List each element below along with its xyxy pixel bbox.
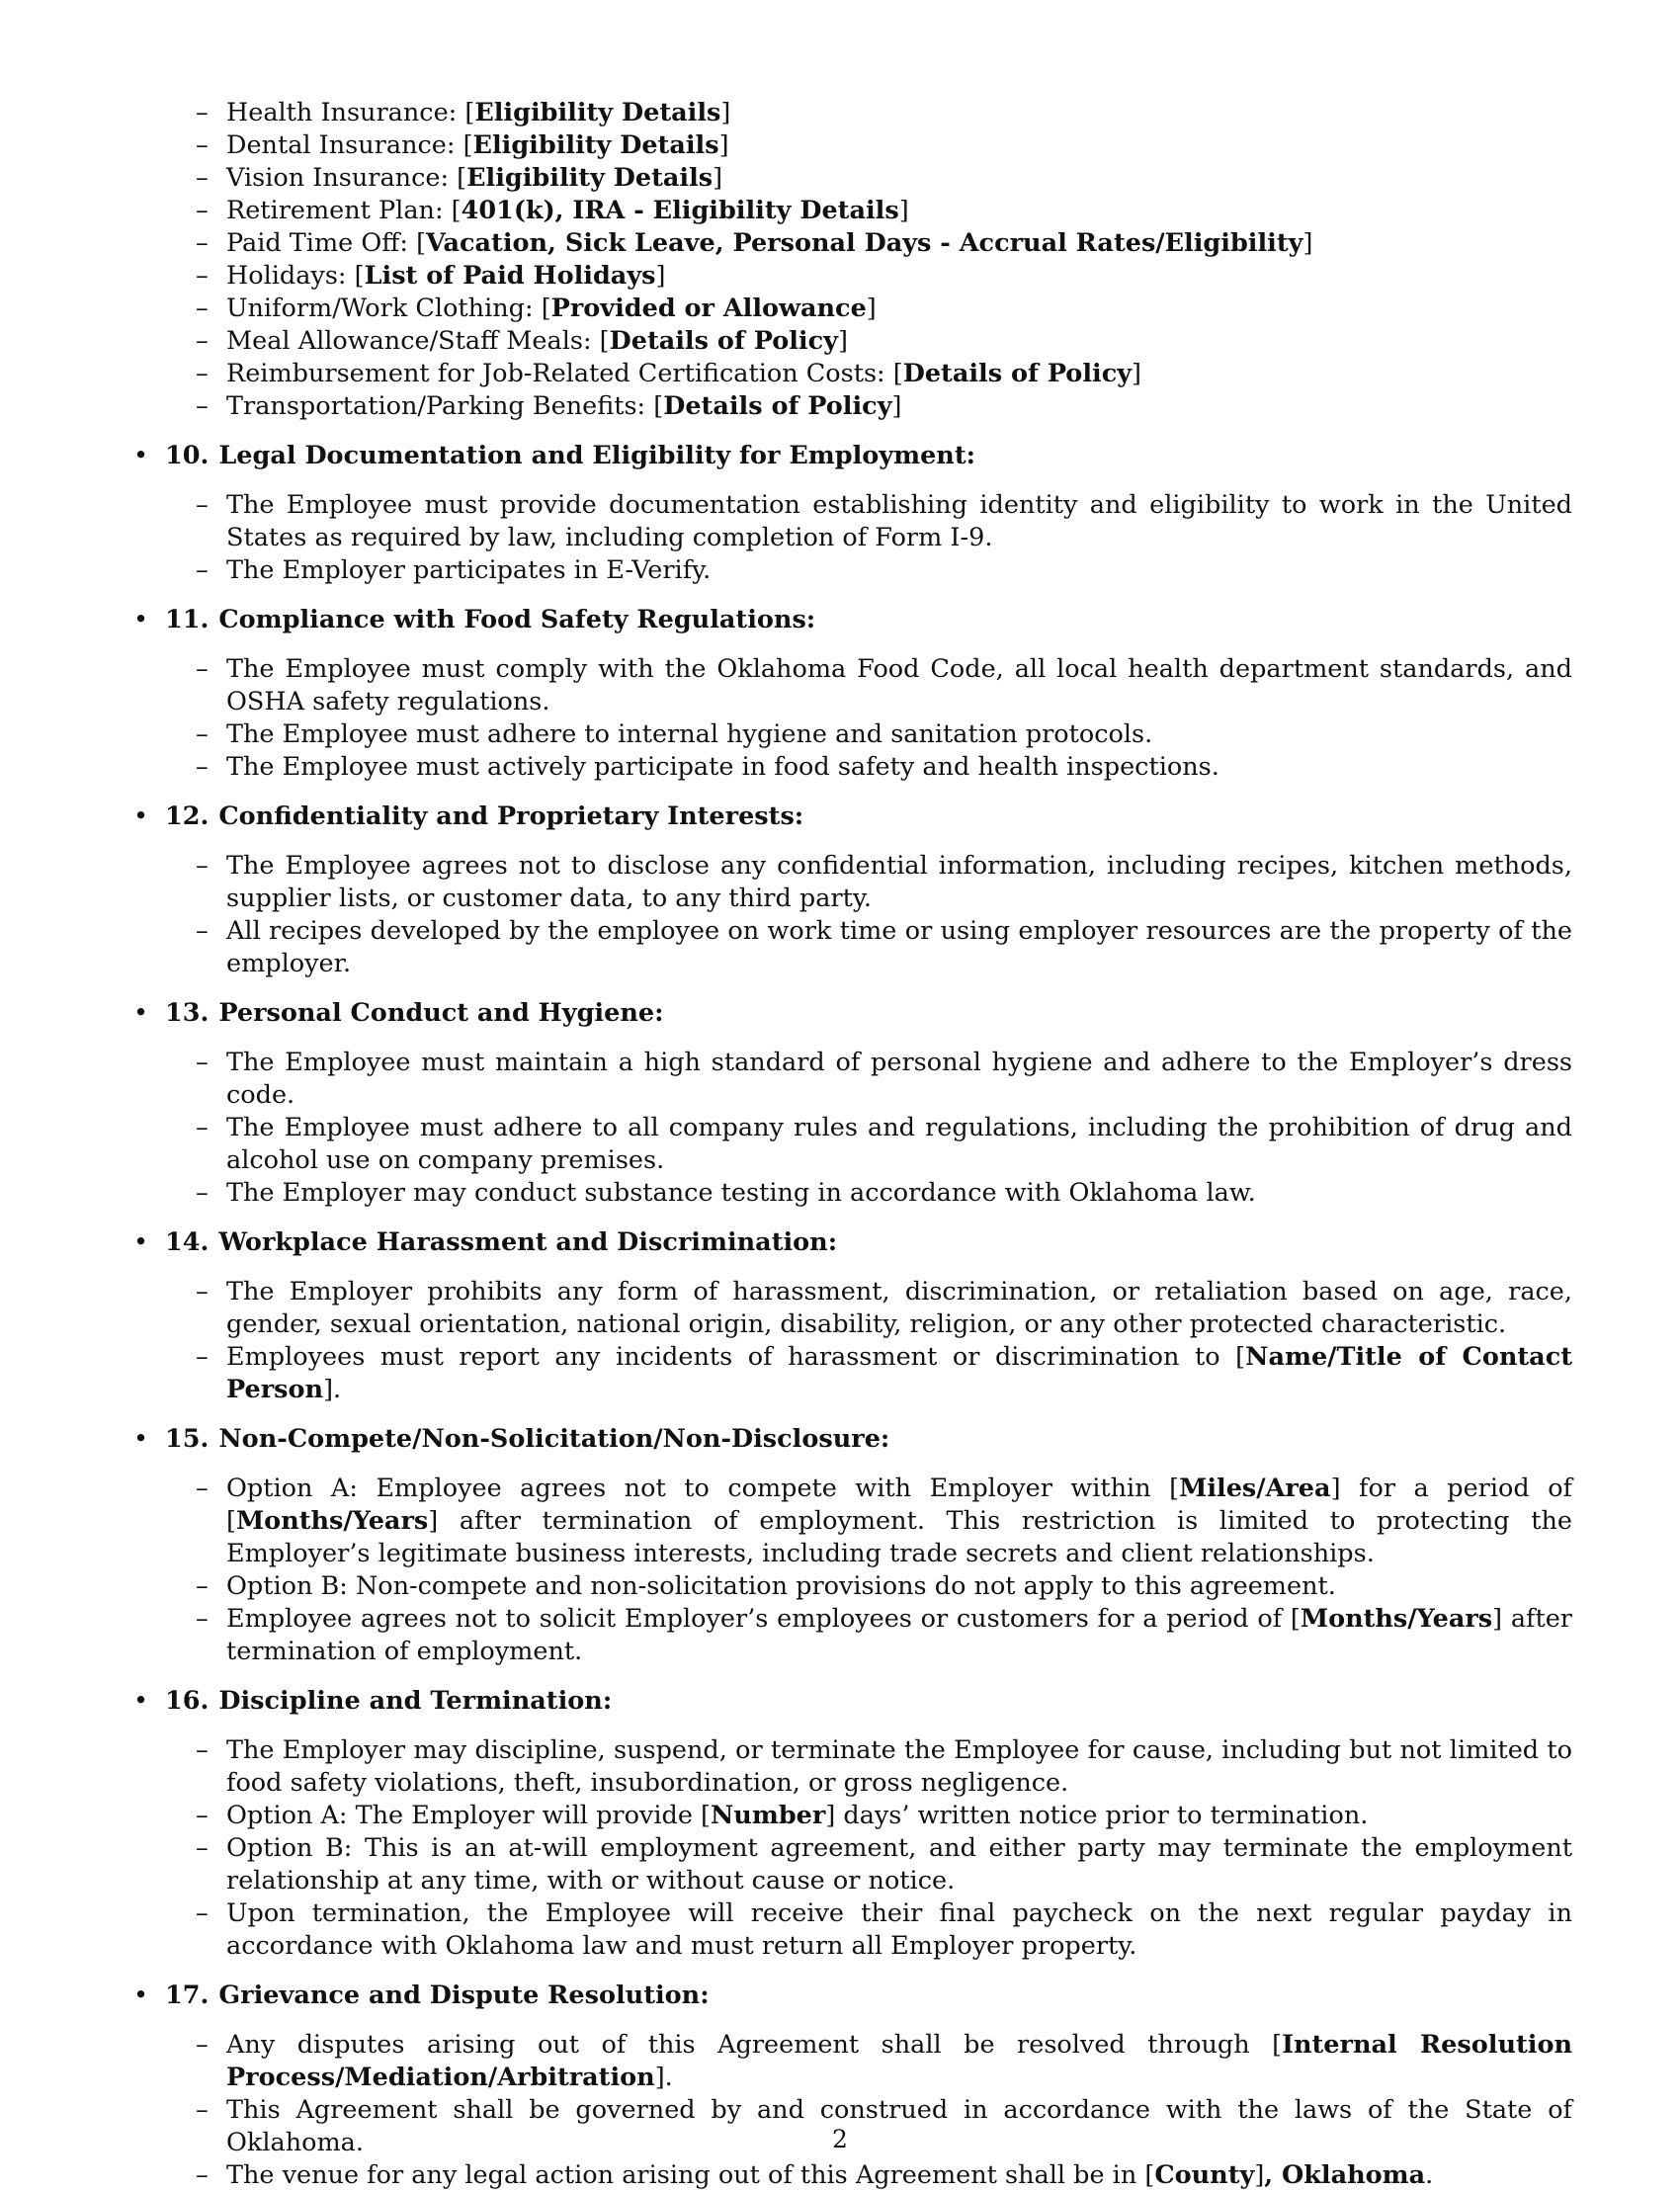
list-item: – The Employer prohibits any form of harassment, discrimination, or retaliation based on age, race, gender, sexual orientation, national origin, disability, religion, or any other protected characteristic.	[196, 1277, 1572, 1339]
section-14	[128, 1226, 1581, 1406]
list-item: – The Employee must comply with the Oklahoma Food Code, all local health department standards, and OSHA safety regulations.	[196, 654, 1572, 717]
section-16	[128, 1685, 1581, 1963]
list-item: – The Employee agrees not to disclose any confidential information, including recipes, kitchen methods, supplier lists, or customer data, to any third party.	[196, 851, 1572, 913]
list-item: – Health Insurance: [Eligibility Details]	[196, 98, 731, 127]
list-item: – Option A: The Employer will provide [Number] days’ written notice prior to termination.	[196, 1801, 1369, 1830]
list-item: – Any disputes arising out of this Agreement shall be resolved through [Internal Resolution Process/Mediation/Arbitration].	[196, 2030, 1572, 2092]
list-item: – Holidays: [List of Paid Holidays]	[196, 261, 666, 291]
list-item: – This Agreement shall be governed by and construed in accordance with the laws of the State of Oklahoma.	[196, 2095, 1572, 2157]
section-heading: • 12. Confidentiality and Proprietary Interests:	[133, 801, 804, 831]
list-item: – The Employer may conduct substance testing in accordance with Oklahoma law.	[196, 1178, 1256, 1208]
section-12	[128, 801, 1581, 980]
list-item: – The Employer participates in E-Verify.	[196, 555, 712, 585]
list-item: – Retirement Plan: [401(k), IRA - Eligibility Details]	[196, 196, 909, 225]
section-heading: • 10. Legal Documentation and Eligibility for Employment:	[133, 441, 976, 470]
list-item: – The Employee must actively participate in food safety and health inspections.	[196, 752, 1219, 782]
list-item: – Reimbursement for Job-Related Certification Costs: [Details of Policy]	[196, 359, 1141, 388]
section-heading: • 17. Grievance and Dispute Resolution:	[133, 1981, 710, 2010]
list-item: – Vision Insurance: [Eligibility Details]	[196, 163, 723, 193]
section-17	[128, 1980, 1581, 2192]
section-13	[128, 997, 1581, 1210]
list-item: – Meal Allowance/Staff Meals: [Details of Policy]	[196, 326, 848, 356]
list-item: – The Employee must adhere to all company rules and regulations, including the prohibition of drug and alcohol use on company premises.	[196, 1113, 1572, 1175]
list-item: – The Employee must maintain a high standard of personal hygiene and adhere to the Employer’s dress code.	[196, 1048, 1572, 1110]
section-heading: • 11. Compliance with Food Safety Regulations:	[133, 605, 816, 634]
bullet-icon: •	[133, 1424, 149, 1454]
section-11	[128, 604, 1581, 784]
benefits-list	[128, 97, 1581, 423]
list-item: – All recipes developed by the employee on work time or using employer resources are the property of the employer.	[196, 916, 1572, 978]
bullet-icon: •	[133, 605, 149, 634]
list-item: – Employees must report any incidents of harassment or discrimination to [Name/Title of Contact Person].	[196, 1342, 1573, 1404]
bullet-icon: •	[133, 998, 149, 1028]
list-item: – The venue for any legal action arising out of this Agreement shall be in [County], Oklahoma.	[196, 2160, 1434, 2190]
bullet-icon: •	[133, 441, 149, 470]
list-item: – Option B: Non-compete and non-solicitation provisions do not apply to this agreement.	[196, 1571, 1336, 1601]
bullet-icon: •	[133, 1227, 149, 1257]
section-10	[128, 440, 1581, 587]
list-item: – Option B: This is an at-will employment agreement, and either party may terminate the employment relationship at any time, with or without cause or notice.	[196, 1833, 1572, 1896]
section-heading: • 14. Workplace Harassment and Discrimination:	[133, 1227, 838, 1257]
section-heading: • 13. Personal Conduct and Hygiene:	[133, 998, 664, 1028]
list-item: – The Employee must adhere to internal hygiene and sanitation protocols.	[196, 719, 1153, 749]
document-body	[128, 97, 1581, 2192]
list-item: – Option A: Employee agrees not to compete with Employer within [Miles/Area] for a period of [Months/Years] after termination of employment. This restriction is limited to protecting the Employer’s legitimate business interests, including trade secrets and client relationships.	[196, 1474, 1572, 1568]
list-item: – Uniform/Work Clothing: [Provided or Allowance]	[196, 294, 877, 323]
bullet-icon: •	[133, 1981, 149, 2010]
list-item: – The Employer may discipline, suspend, or terminate the Employee for cause, including but not limited to food safety violations, theft, insubordination, or gross negligence.	[196, 1735, 1572, 1798]
list-item: – Upon termination, the Employee will receive their final paycheck on the next regular payday in accordance with Oklahoma law and must return all Employer property.	[196, 1898, 1572, 1961]
bullet-icon: •	[133, 801, 149, 831]
section-15	[128, 1423, 1581, 1668]
section-heading: • 16. Discipline and Termination:	[133, 1686, 613, 1716]
list-item: – Employee agrees not to solicit Employer’s employees or customers for a period of [Months/Years] after termination of employment.	[196, 1604, 1572, 1666]
page-number: 2	[832, 2125, 848, 2153]
list-item: – The Employee must provide documentation establishing identity and eligibility to work in the United States as required by law, including completion of Form I-9.	[196, 490, 1572, 552]
list-item: – Transportation/Parking Benefits: [Details of Policy]	[196, 391, 902, 421]
bullet-icon: •	[133, 1686, 149, 1716]
list-item: – Dental Insurance: [Eligibility Details]	[196, 130, 729, 160]
list-item: – Paid Time Off: [Vacation, Sick Leave, Personal Days - Accrual Rates/Eligibility]	[196, 228, 1313, 258]
section-heading: • 15. Non-Compete/Non-Solicitation/Non-Disclosure:	[133, 1424, 890, 1454]
